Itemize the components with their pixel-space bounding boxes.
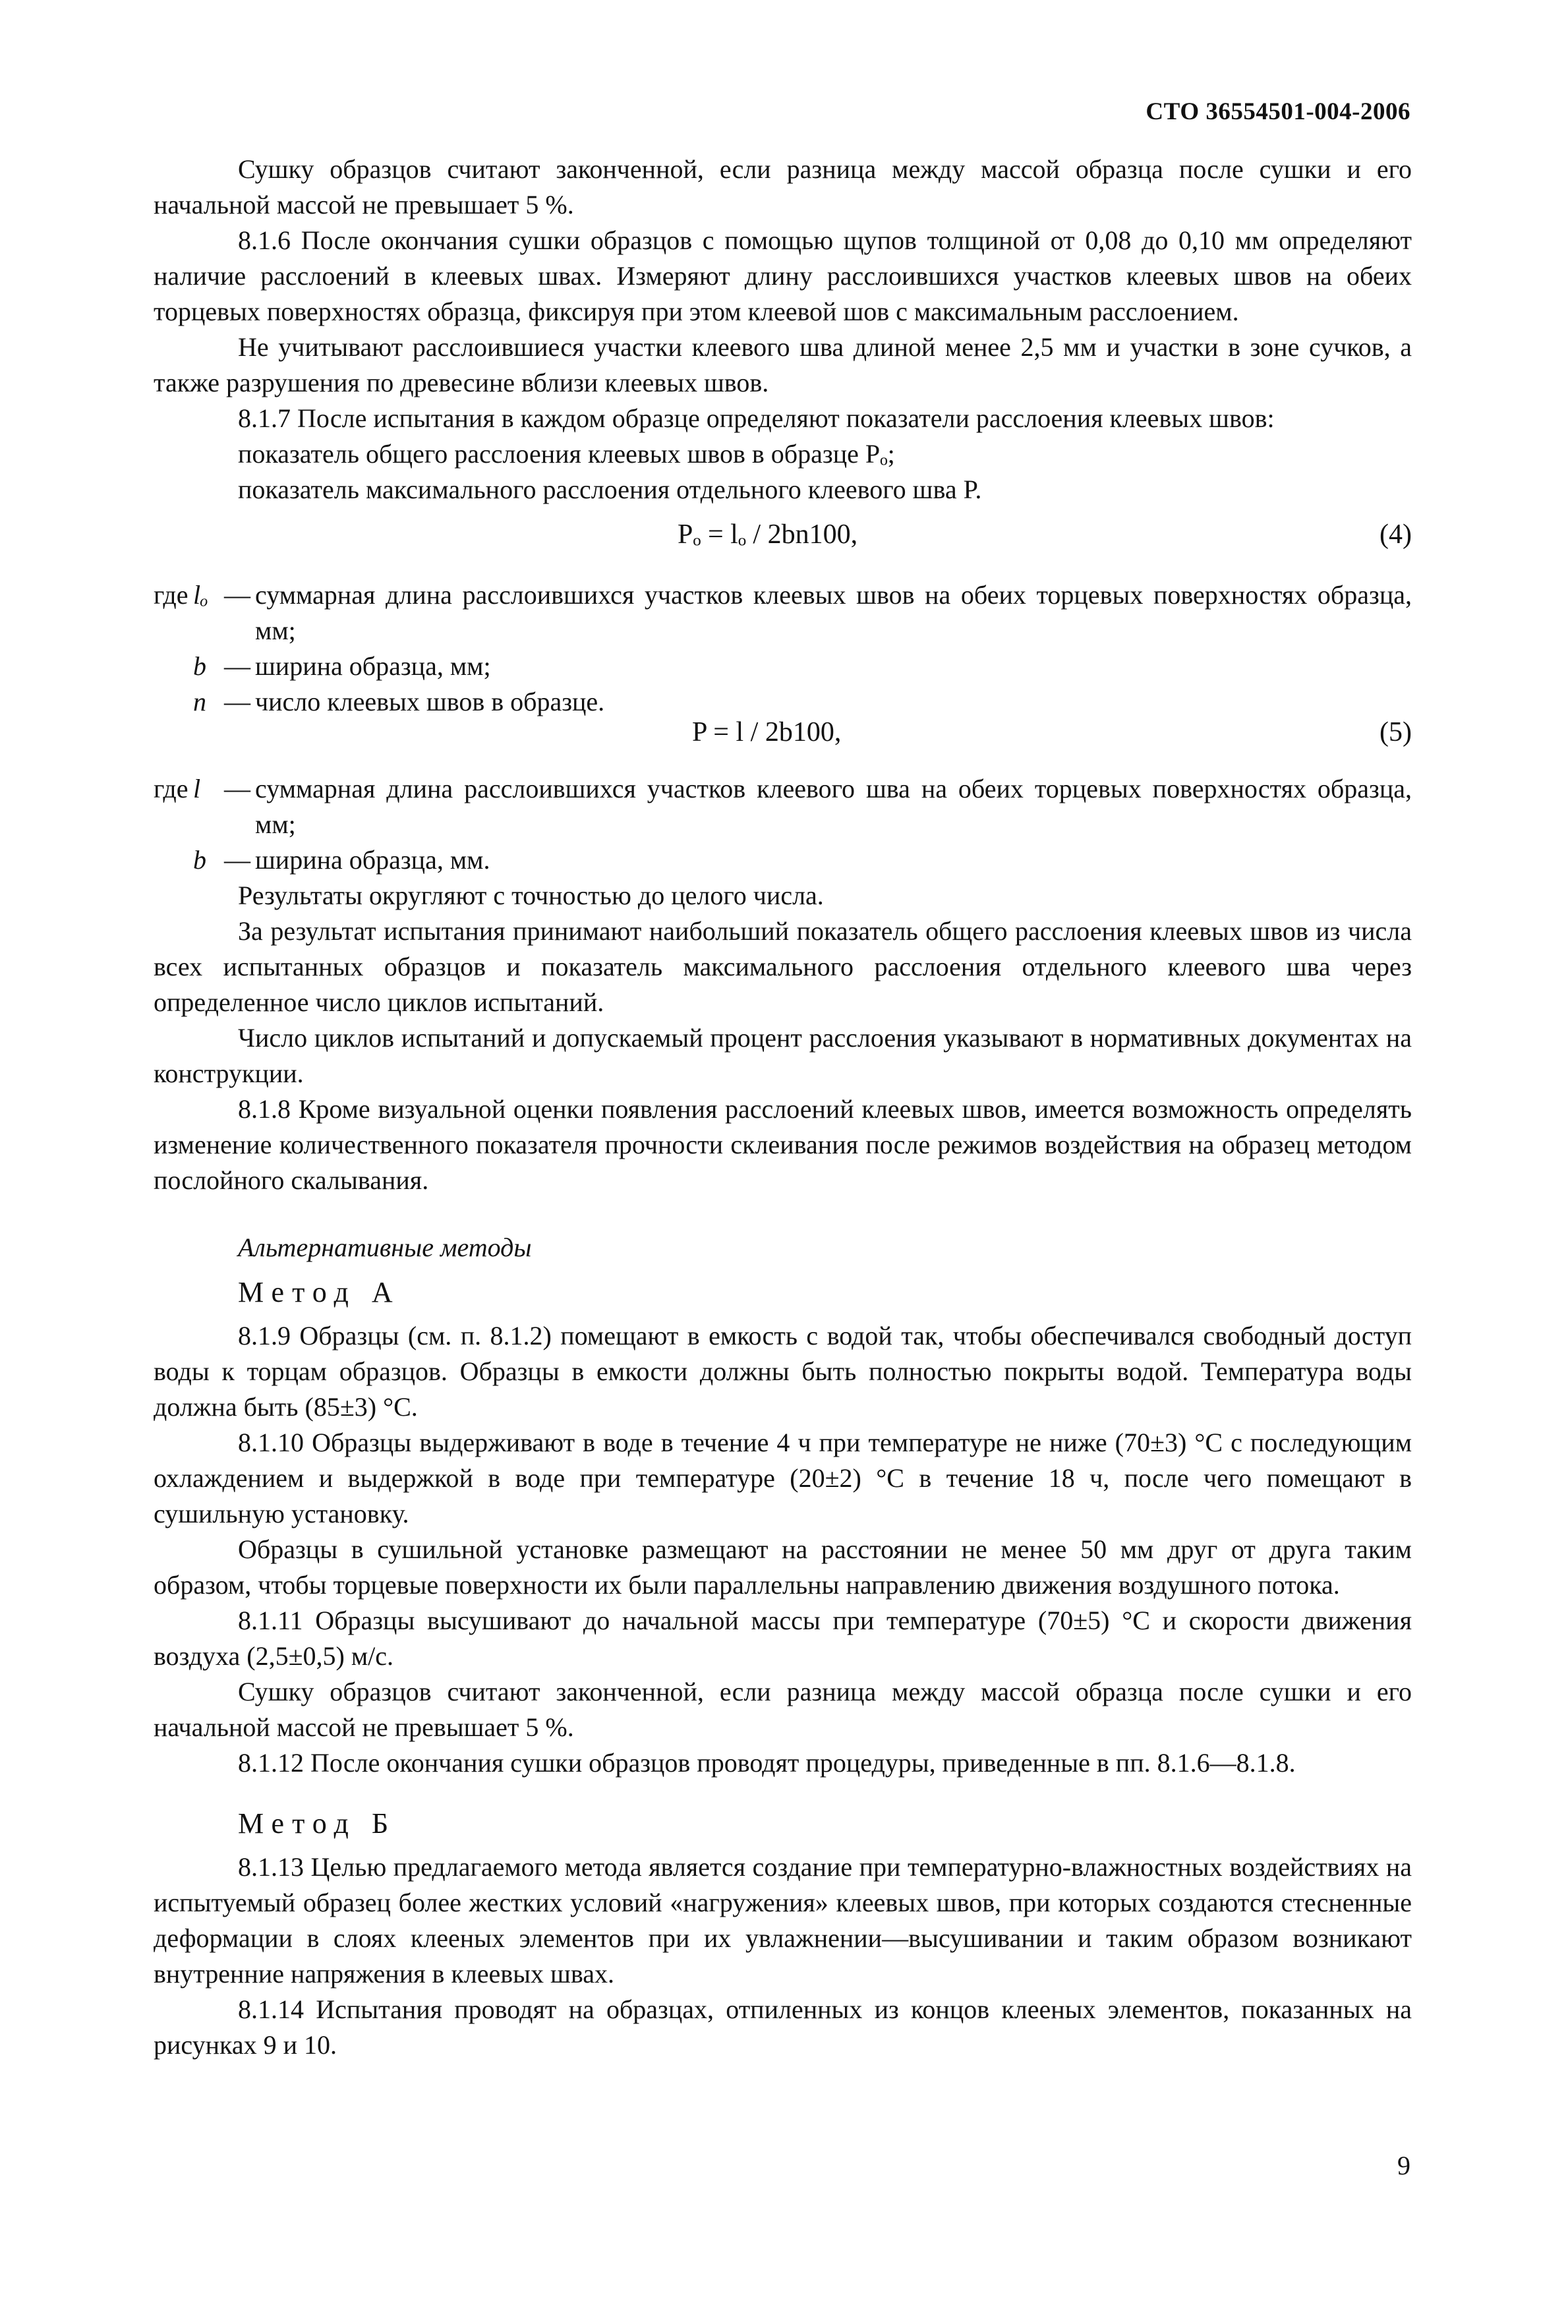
page-number: 9: [1397, 2151, 1410, 2180]
definition-text: суммарная длина расслоившихся участков клеевых швов на обеих торцевых поверхностях образца, мм;: [255, 580, 1412, 645]
paragraph: Число циклов испытаний и допускаемый процент расслоения указывают в нормативных документах на конструкции.: [154, 1023, 1412, 1088]
document-body: [154, 152, 1412, 2063]
definition-where: где: [154, 774, 189, 803]
definition-where: где: [154, 580, 189, 610]
paragraph-8-1-14: 8.1.14 Испытания проводят на образцах, отпиленных из концов клееных элементов, показанных на рисунках 9 и 10.: [154, 1994, 1412, 2060]
section-heading-alternative-methods: Альтернативные методы: [238, 1233, 532, 1262]
definition-symbol: l: [193, 774, 201, 803]
definition-text: ширина образца, мм.: [255, 845, 490, 875]
definition-symbol: b: [193, 845, 206, 875]
definition-text: число клеевых швов в образце.: [255, 687, 605, 716]
definition-row: [154, 577, 1412, 649]
paragraph: показатель максимального расслоения отдельного клеевого шва P.: [238, 475, 982, 504]
formula-5: [154, 714, 1412, 761]
formula-number: (4): [1379, 519, 1412, 550]
formula-5-definitions: [154, 771, 1412, 878]
definition-dash: —: [224, 580, 250, 610]
paragraph-8-1-8: 8.1.8 Кроме визуальной оценки появления расслоений клеевых швов, имеется возможность определять изменение количественного показателя прочности склеивания после режимов воздействия на образец методом послойного скалывания.: [154, 1094, 1412, 1195]
definition-dash: —: [224, 845, 250, 875]
paragraph: Образцы в сушильной установке размещают на расстоянии не менее 50 мм друг от друга таким образом, чтобы торцевые поверхности их были параллельны направлению движения воздушного потока.: [154, 1534, 1412, 1600]
paragraph: За результат испытания принимают наибольший показатель общего расслоения клеевых швов из числа всех испытанных образцов и показатель максимального расслоения отдельного клеевого шва через определенное число циклов испытаний.: [154, 916, 1412, 1017]
method-a-heading: Метод А: [238, 1276, 401, 1308]
paragraph-8-1-7: 8.1.7 После испытания в каждом образце определяют показатели расслоения клеевых швов:: [238, 403, 1275, 433]
formula-expression: Pₒ = lₒ / 2bn100,: [678, 519, 858, 550]
paragraph-8-1-12: 8.1.12 После окончания сушки образцов проводят процедуры, приведенные в пп. 8.1.6—8.1.8.: [238, 1748, 1296, 1778]
paragraph-8-1-13: 8.1.13 Целью предлагаемого метода является создание при температурно-влажностных воздействиях на испытуемый образец более жестких условий «нагружения» клеевых швов, при которых создаются стесненные деформации в слоях клееных элементов при их увлажнении—высушивании и таким образом возникают внутренние напряжения в клеевых швах.: [154, 1852, 1412, 1989]
definition-text: ширина образца, мм;: [255, 651, 491, 681]
definition-symbol: lₒ: [193, 580, 208, 610]
definition-dash: —: [224, 774, 250, 803]
definition-dash: —: [224, 651, 250, 681]
paragraph: Не учитывают расслоившиеся участки клеевого шва длиной менее 2,5 мм и участки в зоне сучков, а также разрушения по древесине вблизи клеевых швов.: [154, 332, 1412, 397]
paragraph: Сушку образцов считают законченной, если разница между массой образца после сушки и его начальной массой не превышает 5 %.: [154, 154, 1412, 219]
paragraph-8-1-9: 8.1.9 Образцы (см. п. 8.1.2) помещают в емкость с водой так, чтобы обеспечивался свободный доступ воды к торцам образцов. Образцы в емкости должны быть полностью покрыты водой. Температура воды должна быть (85±3) °С.: [154, 1321, 1412, 1422]
definition-dash: —: [224, 687, 250, 716]
standard-code: СТО 36554501-004-2006: [1146, 98, 1410, 125]
formula-4: [154, 508, 1412, 573]
definition-text: суммарная длина расслоившихся участков клеевого шва на обеих торцевых поверхностях образца, мм;: [255, 774, 1412, 839]
paragraph-8-1-6: 8.1.6 После окончания сушки образцов с помощью щупов толщиной от 0,08 до 0,10 мм определяют наличие расслоений в клеевых швах. Измеряют длину расслоившихся участков клеевых швов на обеих торцевых поверхностях образца, фиксируя при этом клеевой шов с максимальным расслоением.: [154, 225, 1412, 326]
formula-4-definitions: [154, 577, 1412, 720]
paragraph: Результаты округляют с точностью до целого числа.: [238, 881, 824, 910]
definition-symbol: b: [193, 651, 206, 681]
paragraph: показатель общего расслоения клеевых швов в образце Pₒ;: [238, 439, 895, 469]
definition-row: [154, 842, 1412, 878]
definition-row: [154, 771, 1412, 842]
formula-number: (5): [1379, 717, 1412, 747]
paragraph-8-1-10: 8.1.10 Образцы выдерживают в воде в течение 4 ч при температуре не ниже (70±3) °С с последующим охлаждением и выдержкой в воде при температуре (20±2) °С в течение 18 ч, после чего помещают в сушильную установку.: [154, 1428, 1412, 1528]
definition-symbol: n: [193, 687, 206, 716]
method-b-heading: Метод Б: [238, 1807, 397, 1840]
paragraph: Сушку образцов считают законченной, если разница между массой образца после сушки и его начальной массой не превышает 5 %.: [154, 1677, 1412, 1742]
formula-expression: P = l / 2b100,: [692, 717, 842, 747]
definition-row: [154, 649, 1412, 684]
paragraph-8-1-11: 8.1.11 Образцы высушивают до начальной массы при температуре (70±5) °С и скорости движения воздуха (2,5±0,5) м/с.: [154, 1606, 1412, 1671]
